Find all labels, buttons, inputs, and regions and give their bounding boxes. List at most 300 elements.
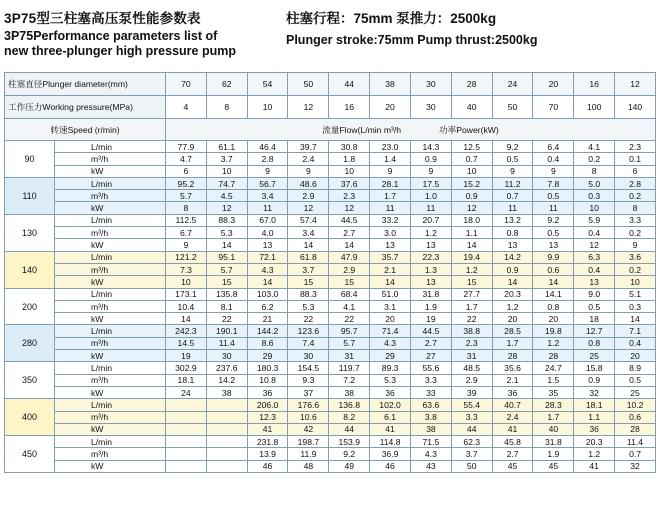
value-cell: 32 (615, 460, 656, 472)
value-cell: 180.3 (247, 362, 288, 374)
value-cell: 3.0 (370, 227, 411, 239)
value-cell: 12 (288, 202, 329, 214)
value-cell: 7.3 (166, 263, 207, 275)
value-cell: 12 (574, 239, 615, 251)
value-cell: 1.9 (533, 448, 574, 460)
power-header: 功率Power(kW) (439, 124, 499, 135)
value-cell: 0.4 (574, 227, 615, 239)
value-cell: 4.5 (206, 190, 247, 202)
value-cell: 0.8 (574, 337, 615, 349)
value-cell: 2.8 (615, 177, 656, 189)
value-cell: 18.1 (574, 399, 615, 411)
value-cell: 22 (206, 313, 247, 325)
value-cell: 10.4 (166, 300, 207, 312)
table-row (5, 251, 656, 263)
value-cell: 9 (166, 239, 207, 251)
flow-power-header (166, 119, 656, 141)
diameter-cell: 70 (166, 73, 207, 96)
value-cell: 13.9 (247, 448, 288, 460)
value-cell: 3.1 (370, 300, 411, 312)
value-cell: 5.9 (574, 214, 615, 226)
value-cell: 20 (492, 313, 533, 325)
value-cell: 3.3 (410, 374, 451, 386)
value-cell: 1.2 (492, 300, 533, 312)
value-cell: 88.3 (288, 288, 329, 300)
value-cell: 37.6 (329, 177, 370, 189)
table-row (5, 300, 656, 312)
value-cell: 10 (615, 276, 656, 288)
value-cell: 0.2 (615, 227, 656, 239)
value-cell: 57.4 (288, 214, 329, 226)
value-cell: 36.9 (370, 448, 411, 460)
value-cell: 2.9 (451, 374, 492, 386)
value-cell: 31.8 (410, 288, 451, 300)
value-cell: 11 (492, 202, 533, 214)
table-row (5, 374, 656, 386)
table-row (5, 460, 656, 472)
value-cell: 9 (410, 165, 451, 177)
table-row (5, 263, 656, 275)
unit-cell: L/min (55, 177, 166, 189)
value-cell: 103.0 (247, 288, 288, 300)
value-cell: 51.0 (370, 288, 411, 300)
value-cell: 14.3 (410, 141, 451, 153)
unit-cell: L/min (55, 288, 166, 300)
value-cell: 55.6 (410, 362, 451, 374)
value-cell: 45.8 (492, 436, 533, 448)
spec-cn: 柱塞行程：75mm 泵推力：2500kg (286, 11, 497, 26)
value-cell: 2.3 (329, 190, 370, 202)
value-cell: 1.2 (574, 448, 615, 460)
value-cell: 46 (247, 460, 288, 472)
value-cell: 1.7 (533, 411, 574, 423)
unit-cell: L/min (55, 325, 166, 337)
value-cell: 144.2 (247, 325, 288, 337)
value-cell: 12 (206, 202, 247, 214)
value-cell: 14 (329, 239, 370, 251)
value-cell: 12.5 (451, 141, 492, 153)
pressure-cell: 8 (206, 96, 247, 119)
value-cell: 13 (533, 239, 574, 251)
value-cell: 3.4 (247, 190, 288, 202)
value-cell: 28 (492, 350, 533, 362)
unit-cell: L/min (55, 214, 166, 226)
table-row (5, 325, 656, 337)
value-cell: 190.1 (206, 325, 247, 337)
value-cell: 2.1 (492, 374, 533, 386)
value-cell: 1.1 (574, 411, 615, 423)
value-cell: 36 (574, 423, 615, 435)
unit-cell: m³/h (55, 337, 166, 349)
diameter-cell: 44 (329, 73, 370, 96)
value-cell: 0.7 (451, 153, 492, 165)
value-cell: 12.3 (247, 411, 288, 423)
speed-cell: 140 (5, 251, 55, 288)
value-cell: 56.7 (247, 177, 288, 189)
value-cell: 3.8 (410, 411, 451, 423)
unit-cell: L/min (55, 399, 166, 411)
value-cell: 0.9 (492, 263, 533, 275)
value-cell: 112.5 (166, 214, 207, 226)
value-cell (206, 411, 247, 423)
value-cell: 40.7 (492, 399, 533, 411)
value-cell: 45 (492, 460, 533, 472)
pressure-cell: 40 (451, 96, 492, 119)
value-cell: 0.6 (533, 263, 574, 275)
value-cell (166, 423, 207, 435)
value-cell: 95.7 (329, 325, 370, 337)
unit-cell: m³/h (55, 153, 166, 165)
value-cell (206, 399, 247, 411)
table-row (5, 399, 656, 411)
column-header-row (5, 119, 656, 141)
parameter-table (4, 72, 656, 473)
value-cell: 43 (410, 460, 451, 472)
value-cell: 13 (574, 276, 615, 288)
value-cell: 40 (533, 423, 574, 435)
value-cell: 3.4 (288, 227, 329, 239)
pressure-cell: 12 (288, 96, 329, 119)
value-cell: 0.6 (615, 411, 656, 423)
speed-cell: 110 (5, 177, 55, 214)
value-cell: 13 (410, 276, 451, 288)
value-cell: 11.4 (206, 337, 247, 349)
pressure-cell: 4 (166, 96, 207, 119)
value-cell: 8 (574, 165, 615, 177)
pressure-label: 工作压力Working pressure(MPa) (5, 96, 166, 119)
value-cell: 11.2 (492, 177, 533, 189)
value-cell: 20.7 (410, 214, 451, 226)
value-cell: 302.9 (166, 362, 207, 374)
value-cell: 237.6 (206, 362, 247, 374)
value-cell: 28 (615, 423, 656, 435)
value-cell: 8 (615, 202, 656, 214)
value-cell: 35.7 (370, 251, 411, 263)
value-cell: 24 (166, 386, 207, 398)
value-cell: 63.6 (410, 399, 451, 411)
value-cell: 20 (615, 350, 656, 362)
value-cell: 15.2 (451, 177, 492, 189)
value-cell: 48.5 (451, 362, 492, 374)
value-cell: 9 (533, 165, 574, 177)
value-cell: 11.9 (288, 448, 329, 460)
table-row (5, 362, 656, 374)
diameter-cell: 20 (533, 73, 574, 96)
value-cell: 14 (166, 313, 207, 325)
value-cell: 31.8 (533, 436, 574, 448)
value-cell: 6 (615, 165, 656, 177)
value-cell: 0.3 (615, 300, 656, 312)
value-cell: 9.9 (533, 251, 574, 263)
value-cell: 14.1 (533, 288, 574, 300)
pressure-row (5, 96, 656, 119)
unit-cell: m³/h (55, 227, 166, 239)
table-row (5, 386, 656, 398)
value-cell: 2.9 (288, 190, 329, 202)
value-cell (166, 460, 207, 472)
table-row (5, 190, 656, 202)
value-cell: 9 (288, 165, 329, 177)
value-cell: 67.0 (247, 214, 288, 226)
value-cell: 30 (288, 350, 329, 362)
value-cell: 35 (533, 386, 574, 398)
value-cell: 0.1 (615, 153, 656, 165)
value-cell: 7.4 (288, 337, 329, 349)
unit-cell: kW (55, 276, 166, 288)
value-cell: 30.8 (329, 141, 370, 153)
value-cell: 13 (247, 239, 288, 251)
unit-cell: m³/h (55, 448, 166, 460)
table-row (5, 141, 656, 153)
value-cell: 1.7 (370, 190, 411, 202)
value-cell: 154.5 (288, 362, 329, 374)
value-cell: 77.9 (166, 141, 207, 153)
unit-cell: kW (55, 423, 166, 435)
pressure-cell: 140 (615, 96, 656, 119)
value-cell: 0.5 (492, 153, 533, 165)
value-cell: 36 (370, 386, 411, 398)
pressure-cell: 50 (492, 96, 533, 119)
value-cell: 45 (533, 460, 574, 472)
value-cell: 206.0 (247, 399, 288, 411)
value-cell: 5.3 (288, 300, 329, 312)
diameter-cell: 38 (370, 73, 411, 96)
value-cell: 41 (247, 423, 288, 435)
value-cell: 47.9 (329, 251, 370, 263)
value-cell: 20.3 (574, 436, 615, 448)
value-cell: 88.3 (206, 214, 247, 226)
value-cell: 6.1 (370, 411, 411, 423)
value-cell: 1.7 (492, 337, 533, 349)
pressure-cell: 70 (533, 96, 574, 119)
speed-cell: 450 (5, 436, 55, 473)
value-cell: 10.6 (288, 411, 329, 423)
speed-cell: 200 (5, 288, 55, 325)
value-cell: 10 (451, 165, 492, 177)
speed-header: 转速Speed (r/min) (5, 119, 166, 141)
pressure-cell: 10 (247, 96, 288, 119)
value-cell: 14 (533, 276, 574, 288)
value-cell: 49 (329, 460, 370, 472)
value-cell: 3.7 (451, 448, 492, 460)
value-cell (206, 448, 247, 460)
value-cell: 10 (166, 276, 207, 288)
value-cell: 68.4 (329, 288, 370, 300)
value-cell: 32 (574, 386, 615, 398)
value-cell: 19.4 (451, 251, 492, 263)
value-cell: 7.8 (533, 177, 574, 189)
diameter-cell: 50 (288, 73, 329, 96)
value-cell: 71.4 (370, 325, 411, 337)
value-cell (166, 436, 207, 448)
value-cell: 3.7 (206, 153, 247, 165)
speed-cell: 280 (5, 325, 55, 362)
value-cell: 3.3 (451, 411, 492, 423)
value-cell: 18.1 (166, 374, 207, 386)
value-cell: 8.6 (247, 337, 288, 349)
value-cell: 0.4 (615, 337, 656, 349)
value-cell: 20 (533, 313, 574, 325)
value-cell: 8.1 (206, 300, 247, 312)
value-cell: 44 (451, 423, 492, 435)
unit-cell: kW (55, 202, 166, 214)
value-cell: 9.2 (329, 448, 370, 460)
unit-cell: m³/h (55, 300, 166, 312)
diameter-cell: 16 (574, 73, 615, 96)
value-cell: 1.8 (329, 153, 370, 165)
value-cell: 44.5 (410, 325, 451, 337)
value-cell: 31 (451, 350, 492, 362)
value-cell: 0.5 (615, 374, 656, 386)
value-cell: 4.3 (370, 337, 411, 349)
value-cell: 0.7 (615, 448, 656, 460)
value-cell: 61.1 (206, 141, 247, 153)
value-cell: 9.2 (533, 214, 574, 226)
value-cell: 2.3 (615, 141, 656, 153)
flow-header: 流量Flow(L/min m³/h (322, 124, 402, 135)
value-cell: 0.9 (574, 374, 615, 386)
value-cell: 0.5 (533, 227, 574, 239)
value-cell: 15 (206, 276, 247, 288)
value-cell: 2.4 (288, 153, 329, 165)
table-row (5, 436, 656, 448)
value-cell: 7.2 (329, 374, 370, 386)
table-row (5, 337, 656, 349)
value-cell: 0.5 (533, 190, 574, 202)
value-cell: 13.2 (492, 214, 533, 226)
value-cell: 0.7 (492, 190, 533, 202)
value-cell: 15.8 (574, 362, 615, 374)
pressure-cell: 20 (370, 96, 411, 119)
value-cell (206, 423, 247, 435)
value-cell: 0.8 (492, 227, 533, 239)
value-cell: 8 (166, 202, 207, 214)
value-cell: 114.8 (370, 436, 411, 448)
value-cell: 6.3 (574, 251, 615, 263)
value-cell: 22 (329, 313, 370, 325)
value-cell: 9.2 (492, 141, 533, 153)
value-cell: 2.8 (247, 153, 288, 165)
value-cell: 14 (370, 276, 411, 288)
value-cell: 2.7 (492, 448, 533, 460)
value-cell: 46.4 (247, 141, 288, 153)
value-cell: 2.1 (370, 263, 411, 275)
value-cell: 5.1 (615, 288, 656, 300)
speed-cell: 400 (5, 399, 55, 436)
value-cell: 14.2 (206, 374, 247, 386)
title-en (4, 29, 236, 59)
value-cell: 4.1 (329, 300, 370, 312)
value-cell: 19 (410, 313, 451, 325)
value-cell: 38 (206, 386, 247, 398)
value-cell: 1.3 (410, 263, 451, 275)
value-cell: 1.9 (410, 300, 451, 312)
value-cell: 38 (329, 386, 370, 398)
value-cell: 48 (288, 460, 329, 472)
value-cell: 19 (166, 350, 207, 362)
value-cell: 6.7 (166, 227, 207, 239)
value-cell: 0.4 (574, 263, 615, 275)
value-cell: 2.7 (329, 227, 370, 239)
value-cell: 15 (329, 276, 370, 288)
value-cell: 102.0 (370, 399, 411, 411)
value-cell: 38.8 (451, 325, 492, 337)
value-cell: 14 (206, 239, 247, 251)
value-cell: 27.7 (451, 288, 492, 300)
table-row (5, 313, 656, 325)
value-cell: 18.0 (451, 214, 492, 226)
value-cell: 9 (370, 165, 411, 177)
value-cell: 4.3 (247, 263, 288, 275)
value-cell: 5.7 (166, 190, 207, 202)
unit-cell: L/min (55, 141, 166, 153)
value-cell: 0.2 (615, 263, 656, 275)
value-cell: 55.4 (451, 399, 492, 411)
value-cell: 46 (370, 460, 411, 472)
value-cell: 4.1 (574, 141, 615, 153)
value-cell: 0.3 (574, 190, 615, 202)
diameter-cell: 28 (451, 73, 492, 96)
value-cell: 29 (370, 350, 411, 362)
value-cell (166, 448, 207, 460)
value-cell: 1.1 (451, 227, 492, 239)
unit-cell: L/min (55, 251, 166, 263)
value-cell: 9.0 (574, 288, 615, 300)
value-cell: 62.3 (451, 436, 492, 448)
value-cell: 2.3 (451, 337, 492, 349)
value-cell: 5.7 (329, 337, 370, 349)
value-cell: 1.0 (410, 190, 451, 202)
value-cell: 0.2 (574, 153, 615, 165)
table-row (5, 411, 656, 423)
value-cell: 41 (492, 423, 533, 435)
value-cell: 44 (329, 423, 370, 435)
value-cell: 1.4 (370, 153, 411, 165)
value-cell: 10 (206, 165, 247, 177)
value-cell: 0.8 (533, 300, 574, 312)
value-cell: 8.9 (615, 362, 656, 374)
value-cell: 12 (329, 202, 370, 214)
value-cell: 9 (492, 165, 533, 177)
value-cell: 95.2 (166, 177, 207, 189)
title-cn: 3P75型三柱塞高压泵性能参数表 (4, 11, 201, 26)
value-cell: 37 (288, 386, 329, 398)
value-cell: 30 (206, 350, 247, 362)
value-cell: 9 (615, 239, 656, 251)
value-cell: 13 (370, 239, 411, 251)
value-cell: 22 (451, 313, 492, 325)
pressure-cell: 100 (574, 96, 615, 119)
value-cell: 6.2 (247, 300, 288, 312)
value-cell: 11 (247, 202, 288, 214)
value-cell: 6 (166, 165, 207, 177)
table-row (5, 214, 656, 226)
value-cell: 6.4 (533, 141, 574, 153)
table-row (5, 177, 656, 189)
value-cell: 11.4 (615, 436, 656, 448)
value-cell: 22.3 (410, 251, 451, 263)
value-cell: 153.9 (329, 436, 370, 448)
value-cell: 18 (574, 313, 615, 325)
value-cell: 19.8 (533, 325, 574, 337)
diameter-cell: 30 (410, 73, 451, 96)
value-cell: 3.6 (615, 251, 656, 263)
unit-cell: L/min (55, 436, 166, 448)
value-cell: 25 (615, 386, 656, 398)
value-cell: 9 (247, 165, 288, 177)
value-cell: 4.0 (247, 227, 288, 239)
value-cell: 1.2 (451, 263, 492, 275)
